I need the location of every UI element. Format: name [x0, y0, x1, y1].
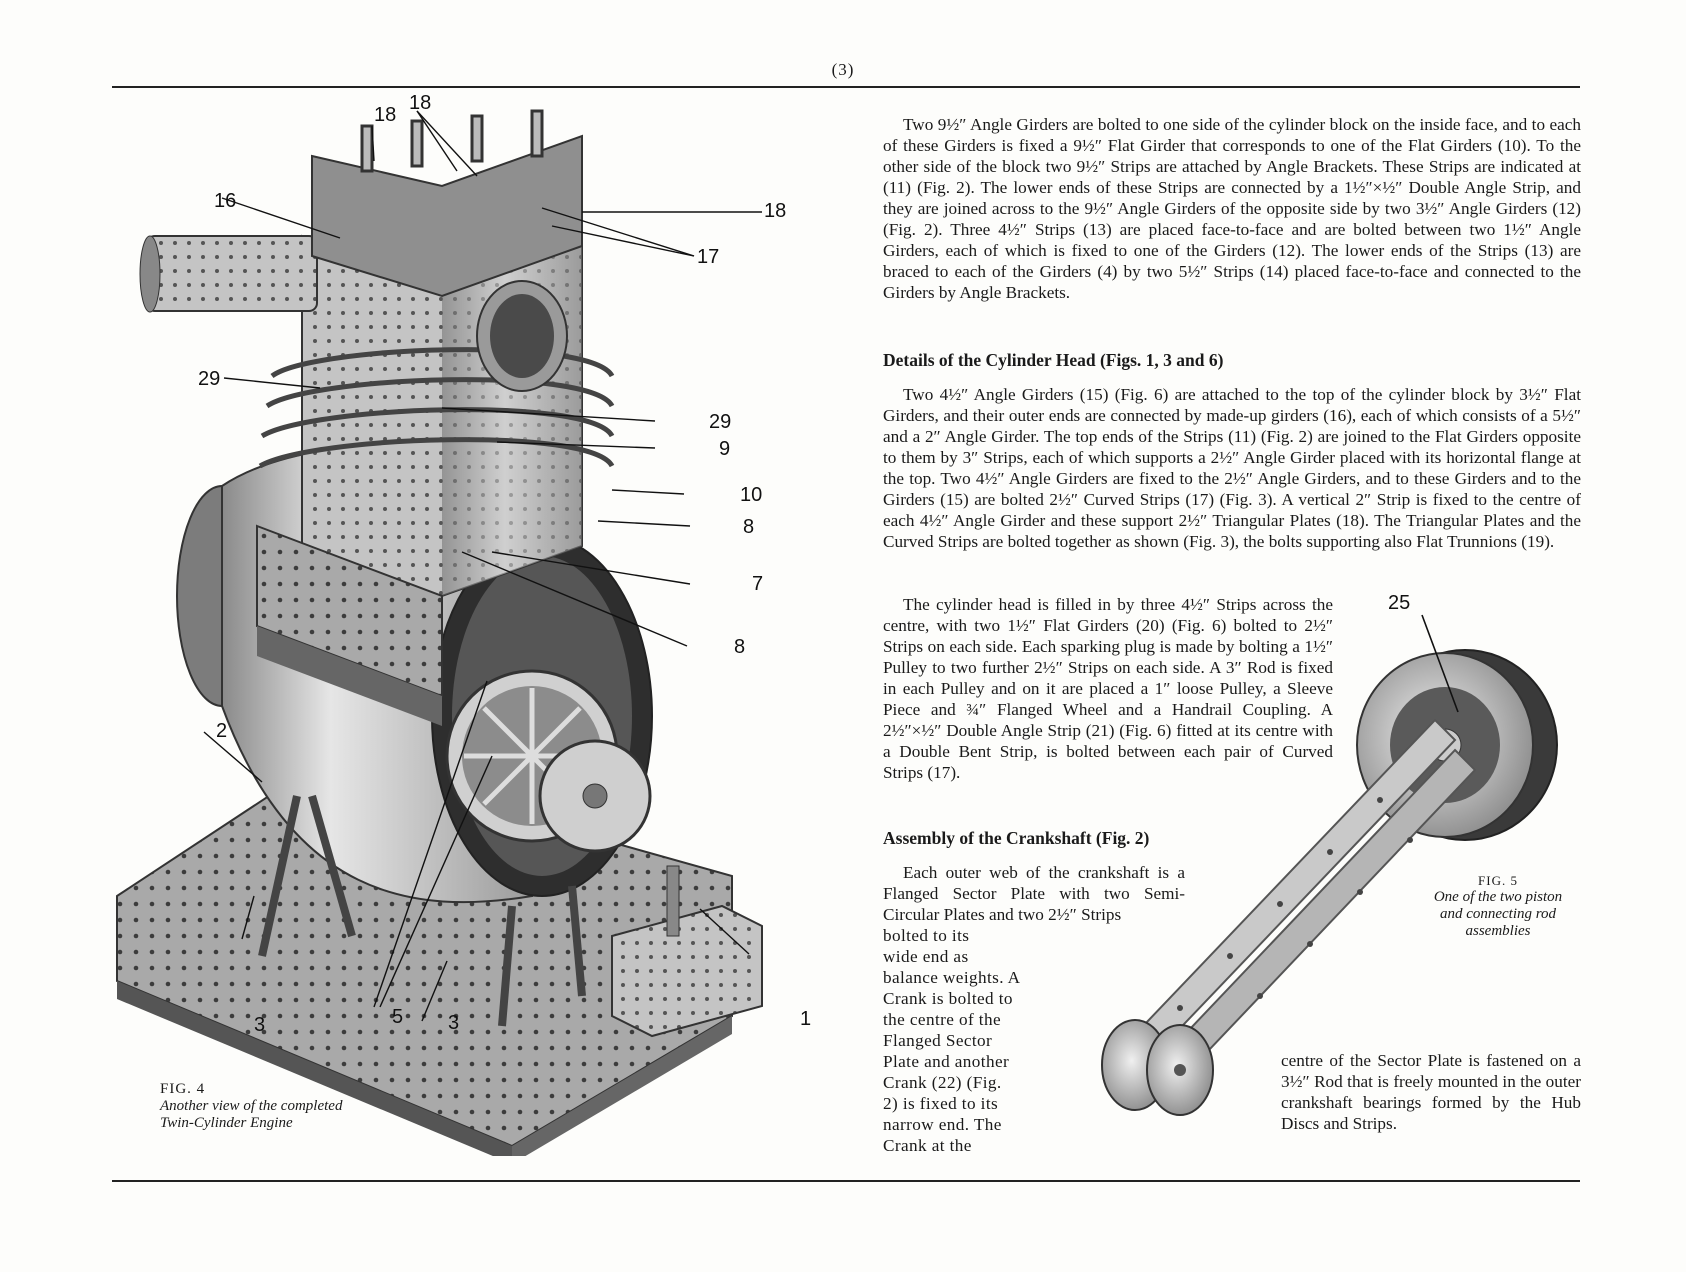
paragraph-girders: Two 9½″ Angle Girders are bolted to one side of the cylinder block on the inside face, and to each of these Girders is fixed a 9½″ Flat Girder that corresponds to one of the Flat Girders (10). To the other side of the block two 9½″ Strips are attached by Angle Brackets. These Strips are indicated at (11) (Fig. 2). The lower ends of these Strips are connected by a 1½″×½″ Double Angle Strip, and they are joined across to the 9½″ Angle Girders of the opposite side by two 3½″ Angle Girders (12) (Fig. 2). Three 4½″ Strips (13) are placed face-to-face and are bolted between two 1½″ Angle Girders, each of which is fixed to one of the Girders (12). The lower ends of the Strips (13) are braced to each of the Girders (4) by two 5½″ Strips (14) placed face-to-face and connected to the Girders by Angle Brackets. — [883, 115, 1581, 302]
text-column-2 — [883, 384, 1581, 552]
crankshaft-line: Crank at the — [883, 1136, 972, 1155]
page-number: (3) — [831, 60, 855, 79]
callout-18-left: 18 — [374, 104, 397, 126]
crankshaft-line: Crank is bolted to — [883, 989, 1013, 1008]
section-heading-cylinder-head: Details of the Cylinder Head (Figs. 1, 3 and 6) — [883, 350, 1224, 370]
figure-4-caption-line: Another view of the completed — [160, 1098, 343, 1114]
top-rule — [112, 86, 1580, 88]
crankshaft-line: 2) is fixed to its — [883, 1094, 999, 1113]
callout-3-left: 3 — [254, 1014, 266, 1036]
figure-5-caption-line: and connecting rod — [1439, 906, 1557, 922]
callout-3-right: 3 — [448, 1012, 460, 1034]
callout-29-right: 29 — [709, 411, 732, 433]
text-column-narrow — [883, 925, 1035, 1156]
heading-cylinder-head-block — [883, 350, 1581, 371]
bottom-rule — [112, 1180, 1580, 1182]
paragraph-cylinder-head: Two 4½″ Angle Girders (15) (Fig. 6) are attached to the top of the cylinder block by 3½″ Flat Girders, and their outer ends are connected by made-up girders (16), each of which consists of a 5½″ and a 2″ Angle Girder. The top ends of the Strips (11) (Fig. 2) are joined to the Flat Girders opposite to them by 3″ Strips, each of which supports a 2½″ Angle Girder placed with its horizontal flange at the top. Two 4½″ Angle Girders are fixed to the 2½″ Angle Girders, and to these Girders and to the Girders (15) are bolted 2½″ Curved Strips (17) (Fig. 3). A vertical 2″ Strip is fixed to the centre of each 4½″ Angle Girder and these support 2½″ Triangular Plates (18). The Triangular Plates and the Curved Strips are bolted together as shown (Fig. 3), the bolts supporting also Flat Trunnions (19). — [883, 385, 1581, 551]
callout-18-right: 18 — [764, 200, 787, 222]
text-column — [883, 114, 1581, 303]
crankshaft-line: balance weights. A — [883, 968, 1021, 987]
crankshaft-line: narrow end. The — [883, 1115, 1002, 1134]
figure-4-caption-label: FIG. 4 — [160, 1081, 206, 1097]
crankshaft-line: Flanged Sector — [883, 1031, 993, 1050]
callout-10: 10 — [740, 484, 763, 506]
crankshaft-line: wide end as — [883, 947, 969, 966]
callout-17: 17 — [697, 246, 720, 268]
callout-9: 9 — [719, 438, 731, 460]
figure-5-piston-illustration — [1080, 592, 1600, 1160]
figure-5-caption-label: FIG. 5 — [1478, 873, 1518, 888]
paragraph-crankshaft-start: Each outer web of the crankshaft is a Flanged Sector Plate with two Semi-Circular Plates and two 2½″ Strips — [883, 863, 1185, 924]
figure-5-caption — [1408, 872, 1588, 940]
callout-8-upper: 8 — [743, 516, 755, 538]
callout-1: 1 — [800, 1008, 812, 1030]
paragraph-crankshaft-end: centre of the Sector Plate is fastened on a 3½″ Rod that is freely mounted in the outer crankshaft bearings formed by the Hub Discs and Strips. — [1281, 1051, 1581, 1133]
section-heading-crankshaft: Assembly of the Crankshaft (Fig. 2) — [883, 828, 1150, 848]
callout-16: 16 — [214, 190, 237, 212]
figure-5-caption-line: assemblies — [1465, 923, 1531, 939]
crankshaft-line: Crank (22) (Fig. — [883, 1073, 1002, 1092]
callout-2: 2 — [216, 720, 228, 742]
paragraph-cylinder-fill: The cylinder head is filled in by three 4½″ Strips across the centre, with two 1½″ Flat Girders (20) (Fig. 6) bolted to 2½″ Strips on each side. Each sparking plug is made by bolting a 1½″ Pulley to two further 2½″ Strips on each side. A 3″ Rod is fixed in each Pulley and on it are placed a 1″ loose Pulley, a Sleeve Piece and ¾″ Flanged Wheel and a Handrail Coupling. A 2½″×½″ Double Angle Strip (21) (Fig. 6) fitted at its centre with a Double Bent Strip, is bolted between each pair of Curved Strips (17). — [883, 595, 1333, 782]
figure-5-caption-line: One of the two piston — [1433, 889, 1563, 905]
callout-5: 5 — [392, 1006, 404, 1028]
callout-8-lower: 8 — [734, 636, 746, 658]
callout-25: 25 — [1388, 592, 1411, 614]
callout-7: 7 — [752, 573, 764, 595]
crankshaft-line: bolted to its — [883, 926, 970, 945]
callout-18-top: 18 — [409, 92, 432, 114]
figure-4-engine-illustration — [112, 92, 812, 1156]
crankshaft-line: Plate and another — [883, 1052, 1010, 1071]
callout-29-left: 29 — [198, 368, 221, 390]
crankshaft-line: the centre of the — [883, 1010, 1001, 1029]
figure-4-caption — [160, 1081, 380, 1132]
figure-4-caption-line: Twin-Cylinder Engine — [160, 1115, 293, 1131]
